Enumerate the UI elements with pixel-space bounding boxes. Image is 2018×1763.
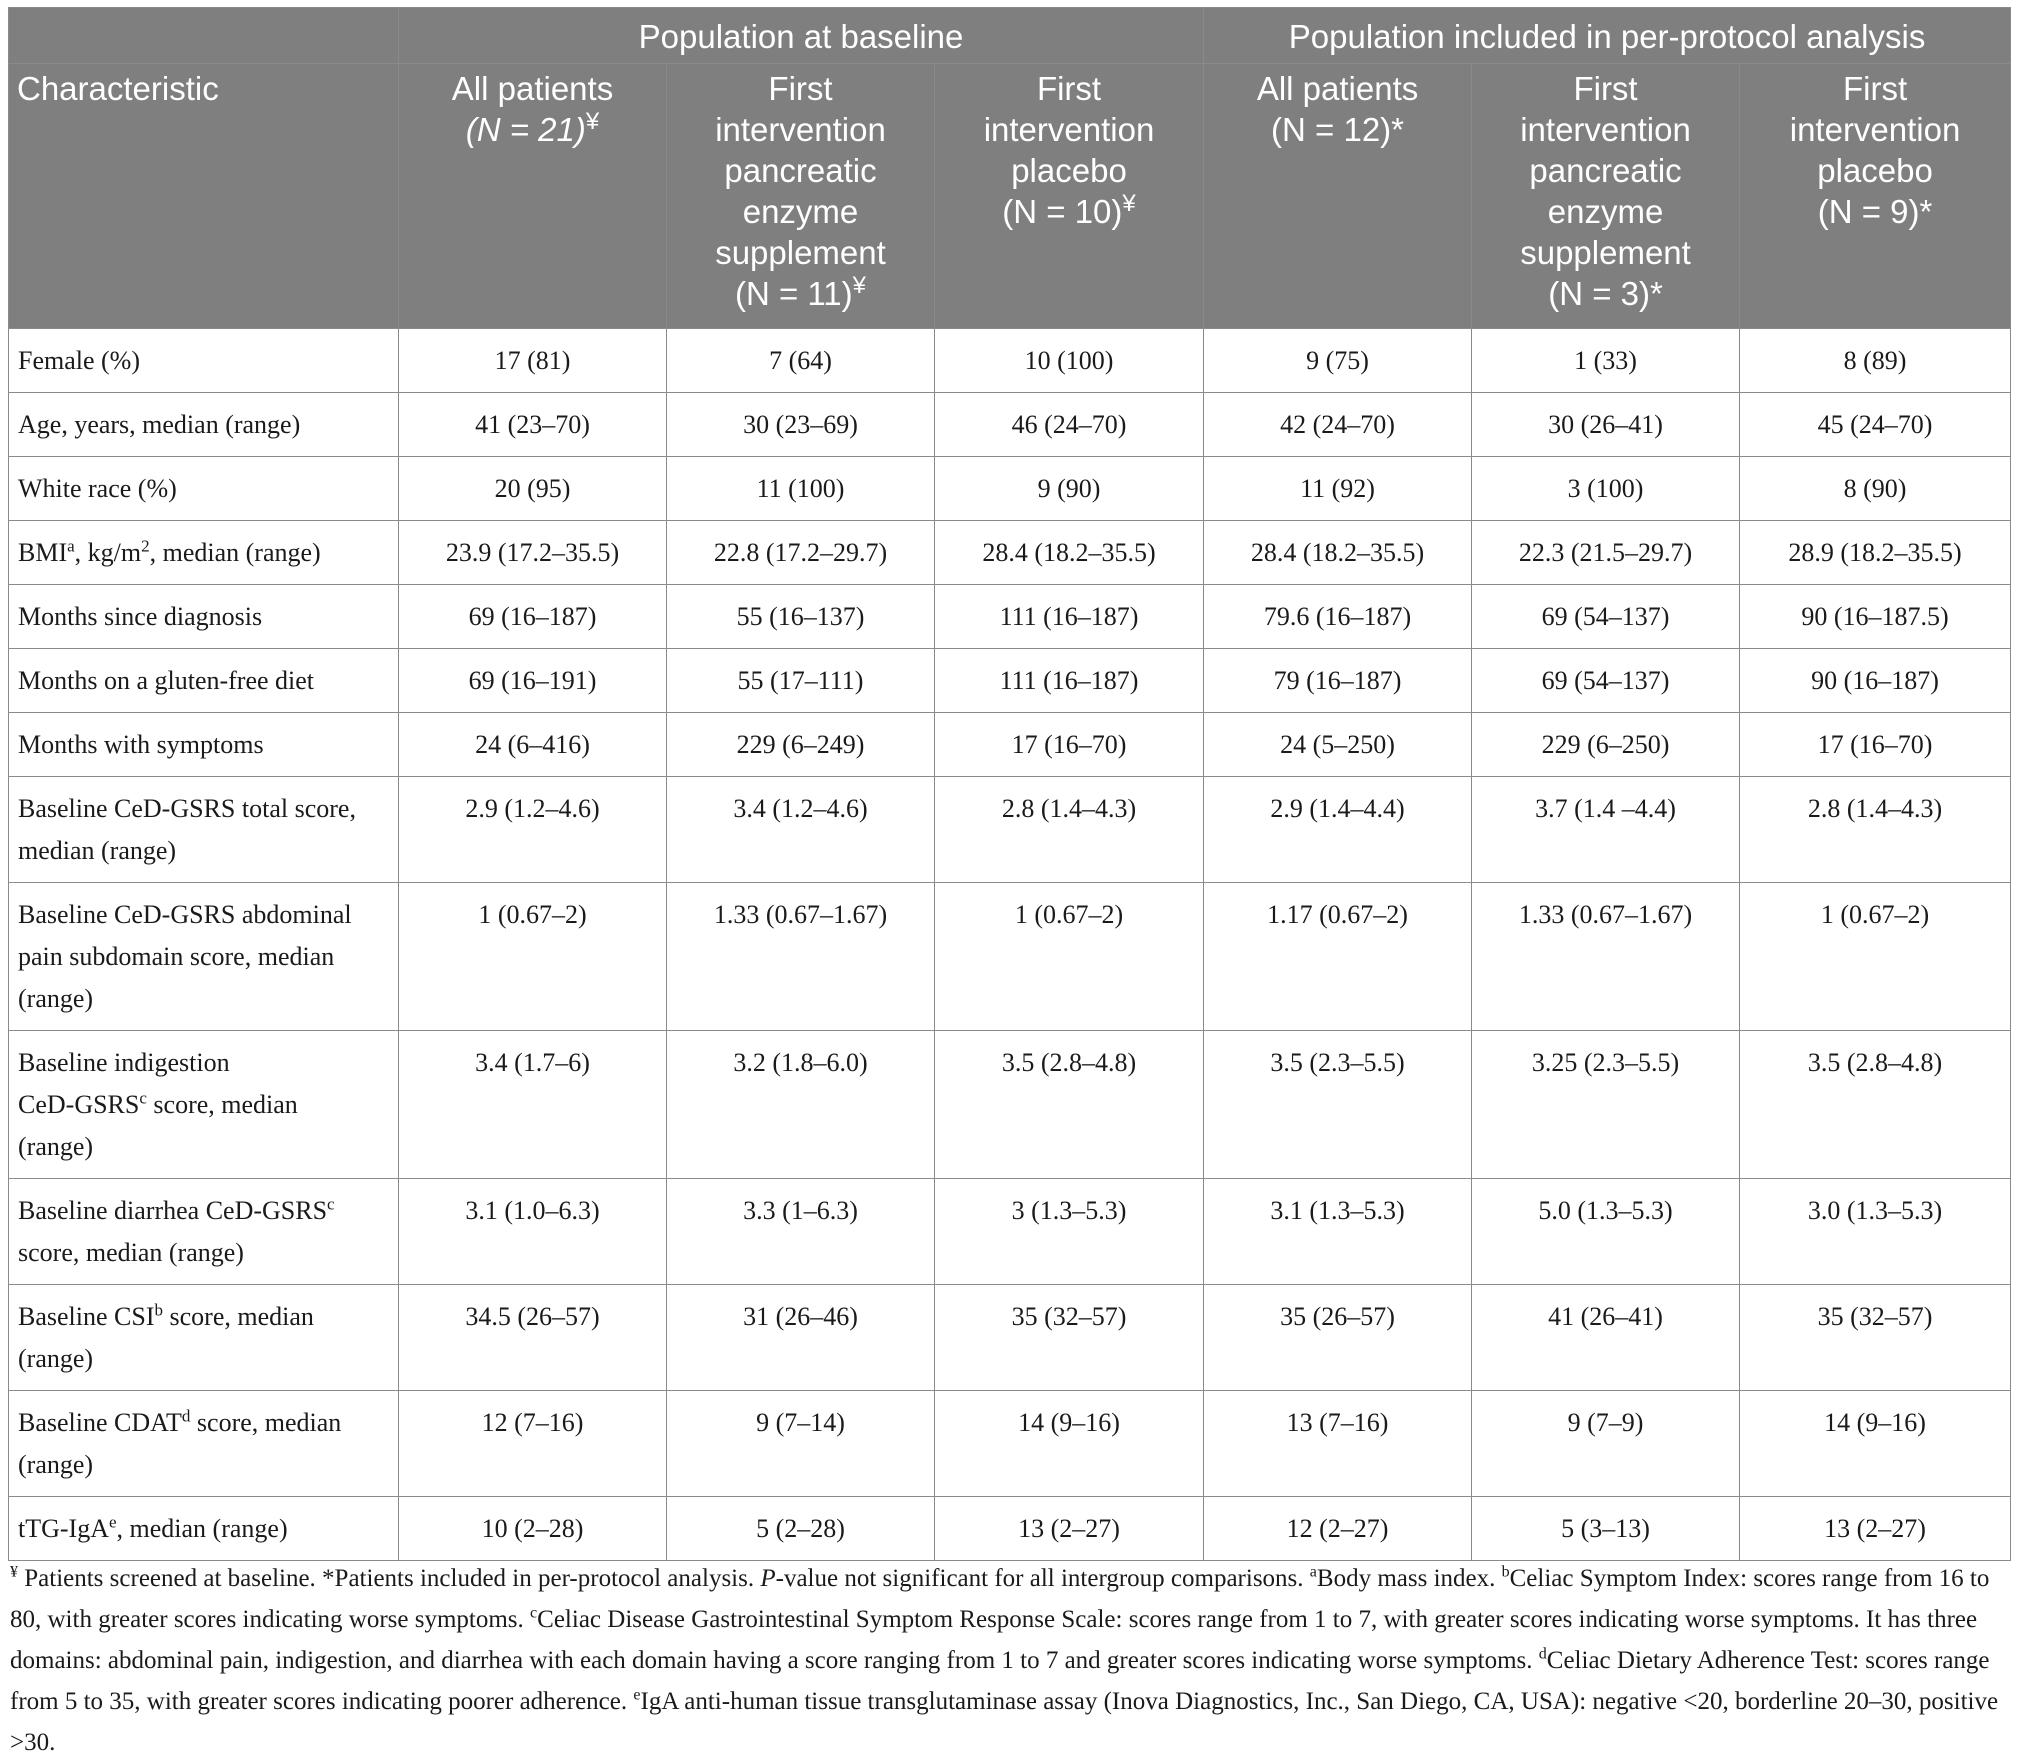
table-cell: 22.8 (17.2–29.7): [667, 521, 935, 585]
table-cell: 17 (81): [399, 329, 667, 393]
table-cell: 17 (16–70): [935, 713, 1204, 777]
table-row: [9, 1179, 2011, 1285]
table-cell: 69 (16–191): [399, 649, 667, 713]
table-cell: 14 (9–16): [935, 1391, 1204, 1497]
table-cell: 229 (6–250): [1472, 713, 1740, 777]
table-cell: 46 (24–70): [935, 393, 1204, 457]
table-cell: 35 (26–57): [1204, 1285, 1472, 1391]
table-row: [9, 777, 2011, 883]
table-cell: 90 (16–187): [1740, 649, 2011, 713]
table-cell: 23.9 (17.2–35.5): [399, 521, 667, 585]
table-cell: 3.3 (1–6.3): [667, 1179, 935, 1285]
table-cell: 9 (75): [1204, 329, 1472, 393]
table-cell: 30 (23–69): [667, 393, 935, 457]
table-cell: 1 (33): [1472, 329, 1740, 393]
table-cell: 69 (54–137): [1472, 649, 1740, 713]
table-cell: 35 (32–57): [935, 1285, 1204, 1391]
table-row: [9, 1031, 2011, 1179]
table-cell: 55 (17–111): [667, 649, 935, 713]
table-cell: 3.2 (1.8–6.0): [667, 1031, 935, 1179]
table-cell: 1.17 (0.67–2): [1204, 883, 1472, 1031]
table-row: [9, 883, 2011, 1031]
table-cell: 20 (95): [399, 457, 667, 521]
table-cell: 8 (89): [1740, 329, 2011, 393]
table-cell: 11 (100): [667, 457, 935, 521]
table-cell: 69 (16–187): [399, 585, 667, 649]
column-header-enzyme-baseline: First intervention pancreatic enzyme supplement (N = 11)¥: [667, 64, 935, 329]
table-cell: 3.4 (1.7–6): [399, 1031, 667, 1179]
table-cell: 79.6 (16–187): [1204, 585, 1472, 649]
table-row: [9, 585, 2011, 649]
table-cell: 90 (16–187.5): [1740, 585, 2011, 649]
table-cell: 31 (26–46): [667, 1285, 935, 1391]
table-row: [9, 1497, 2011, 1561]
table-cell: 1.33 (0.67–1.67): [667, 883, 935, 1031]
table-cell: 2.8 (1.4–4.3): [1740, 777, 2011, 883]
row-label: Months since diagnosis: [9, 585, 399, 649]
column-header-all-patients-pp: All patients (N = 12)*: [1204, 64, 1472, 329]
table-cell: 12 (7–16): [399, 1391, 667, 1497]
row-label: Baseline indigestion CeD-GSRS$^c$ score, median (range): [9, 1031, 399, 1179]
header-empty-cell: [9, 8, 399, 64]
table-row: [9, 1391, 2011, 1497]
row-label: Baseline diarrhea CeD-GSRS$^c$ score, median (range): [9, 1179, 399, 1285]
table-cell: 24 (5–250): [1204, 713, 1472, 777]
table-cell: 55 (16–137): [667, 585, 935, 649]
group-header-per-protocol: Population included in per-protocol analysis: [1204, 8, 2011, 64]
row-label: White race (%): [9, 457, 399, 521]
row-label: Female (%): [9, 329, 399, 393]
table-cell: 10 (2–28): [399, 1497, 667, 1561]
table-cell: 1 (0.67–2): [1740, 883, 2011, 1031]
column-header-enzyme-pp: First intervention pancreatic enzyme supplement (N = 3)*: [1472, 64, 1740, 329]
table-cell: 28.9 (18.2–35.5): [1740, 521, 2011, 585]
row-label: Months with symptoms: [9, 713, 399, 777]
table-cell: 1 (0.67–2): [399, 883, 667, 1031]
table-cell: 28.4 (18.2–35.5): [935, 521, 1204, 585]
table-cell: 12 (2–27): [1204, 1497, 1472, 1561]
table-cell: 10 (100): [935, 329, 1204, 393]
table-cell: 111 (16–187): [935, 649, 1204, 713]
table-cell: 3.0 (1.3–5.3): [1740, 1179, 2011, 1285]
characteristics-table: [8, 7, 2011, 1561]
table-cell: 69 (54–137): [1472, 585, 1740, 649]
table-cell: 3.1 (1.0–6.3): [399, 1179, 667, 1285]
table-cell: 42 (24–70): [1204, 393, 1472, 457]
column-header-characteristic: Characteristic: [9, 64, 399, 329]
table-cell: 24 (6–416): [399, 713, 667, 777]
table-cell: 45 (24–70): [1740, 393, 2011, 457]
table-cell: 3 (1.3–5.3): [935, 1179, 1204, 1285]
table-cell: 5.0 (1.3–5.3): [1472, 1179, 1740, 1285]
row-label: tTG-IgA$^e$, median (range): [9, 1497, 399, 1561]
table-cell: 3.1 (1.3–5.3): [1204, 1179, 1472, 1285]
table-container: [8, 7, 2010, 1561]
table-cell: 22.3 (21.5–29.7): [1472, 521, 1740, 585]
table-header: [9, 8, 2011, 329]
table-cell: 5 (3–13): [1472, 1497, 1740, 1561]
row-label: Months on a gluten-free diet: [9, 649, 399, 713]
table-cell: 3.5 (2.3–5.5): [1204, 1031, 1472, 1179]
table-row: [9, 393, 2011, 457]
table-cell: 9 (90): [935, 457, 1204, 521]
column-header-placebo-baseline: First intervention placebo (N = 10)¥: [935, 64, 1204, 329]
group-header-baseline: Population at baseline: [399, 8, 1204, 64]
table-cell: 111 (16–187): [935, 585, 1204, 649]
table-cell: 2.9 (1.4–4.4): [1204, 777, 1472, 883]
table-body: [9, 329, 2011, 1561]
table-cell: 13 (7–16): [1204, 1391, 1472, 1497]
row-label: Baseline CSI$^b$ score, median (range): [9, 1285, 399, 1391]
table-cell: 41 (26–41): [1472, 1285, 1740, 1391]
row-label: Baseline CDAT$^d$ score, median (range): [9, 1391, 399, 1497]
table-row: [9, 457, 2011, 521]
table-cell: 11 (92): [1204, 457, 1472, 521]
table-cell: 2.9 (1.2–4.6): [399, 777, 667, 883]
row-label: Baseline CeD-GSRS abdominal pain subdomain score, median (range): [9, 883, 399, 1031]
table-cell: 3.25 (2.3–5.5): [1472, 1031, 1740, 1179]
table-cell: 34.5 (26–57): [399, 1285, 667, 1391]
table-row: [9, 649, 2011, 713]
table-cell: 7 (64): [667, 329, 935, 393]
table-cell: 79 (16–187): [1204, 649, 1472, 713]
table-footnotes: ¥ Patients screened at baseline. *Patients included in per-protocol analysis. P-value not significant for all intergroup comparisons. $^a$Body mass index. $^b$Celiac Symptom Index: scores range from 16 to 80, with greater scores indicating worse symptoms. $^c$Celiac Disease Gastrointestinal Symptom Response Scale: scores range from 1 to 7, with greater scores indicating worse symptoms. It has three domains: abdominal pain, indigestion, and diarrhea with each domain having a score ranging from 1 to 7 and greater scores indicating worse symptoms. $^d$Celiac Dietary Adherence Test: scores range from 5 to 35, with greater scores indicating poorer adherence. $^e$IgA anti-human tissue transglutaminase assay (Inova Diagnostics, Inc., San Diego, CA, USA): negative <20, borderline 20–30, positive >30.: [10, 1563, 1999, 1756]
table-cell: 1.33 (0.67–1.67): [1472, 883, 1740, 1031]
table-cell: 41 (23–70): [399, 393, 667, 457]
column-header-placebo-pp: First intervention placebo (N = 9)*: [1740, 64, 2011, 329]
table-cell: 13 (2–27): [1740, 1497, 2011, 1561]
row-label: Age, years, median (range): [9, 393, 399, 457]
table-cell: 17 (16–70): [1740, 713, 2011, 777]
table-cell: 9 (7–14): [667, 1391, 935, 1497]
table-cell: 2.8 (1.4–4.3): [935, 777, 1204, 883]
table-cell: 28.4 (18.2–35.5): [1204, 521, 1472, 585]
table-cell: 5 (2–28): [667, 1497, 935, 1561]
table-cell: 13 (2–27): [935, 1497, 1204, 1561]
table-cell: 1 (0.67–2): [935, 883, 1204, 1031]
table-cell: 229 (6–249): [667, 713, 935, 777]
table-row: [9, 329, 2011, 393]
table-cell: 3.5 (2.8–4.8): [935, 1031, 1204, 1179]
table-cell: 30 (26–41): [1472, 393, 1740, 457]
table-cell: 9 (7–9): [1472, 1391, 1740, 1497]
table-cell: 3.7 (1.4 –4.4): [1472, 777, 1740, 883]
table-cell: 8 (90): [1740, 457, 2011, 521]
row-label: BMI$^a$, $kg/m^2$, median (range): [9, 521, 399, 585]
row-label: Baseline CeD-GSRS total score, median (range): [9, 777, 399, 883]
table-row: [9, 1285, 2011, 1391]
table-cell: 3.4 (1.2–4.6): [667, 777, 935, 883]
table-cell: 3.5 (2.8–4.8): [1740, 1031, 2011, 1179]
table-row: [9, 521, 2011, 585]
table-cell: 35 (32–57): [1740, 1285, 2011, 1391]
column-header-all-patients-baseline: All patients (N = 21)¥: [399, 64, 667, 329]
table-cell: 3 (100): [1472, 457, 1740, 521]
table-row: [9, 713, 2011, 777]
table-cell: 14 (9–16): [1740, 1391, 2011, 1497]
